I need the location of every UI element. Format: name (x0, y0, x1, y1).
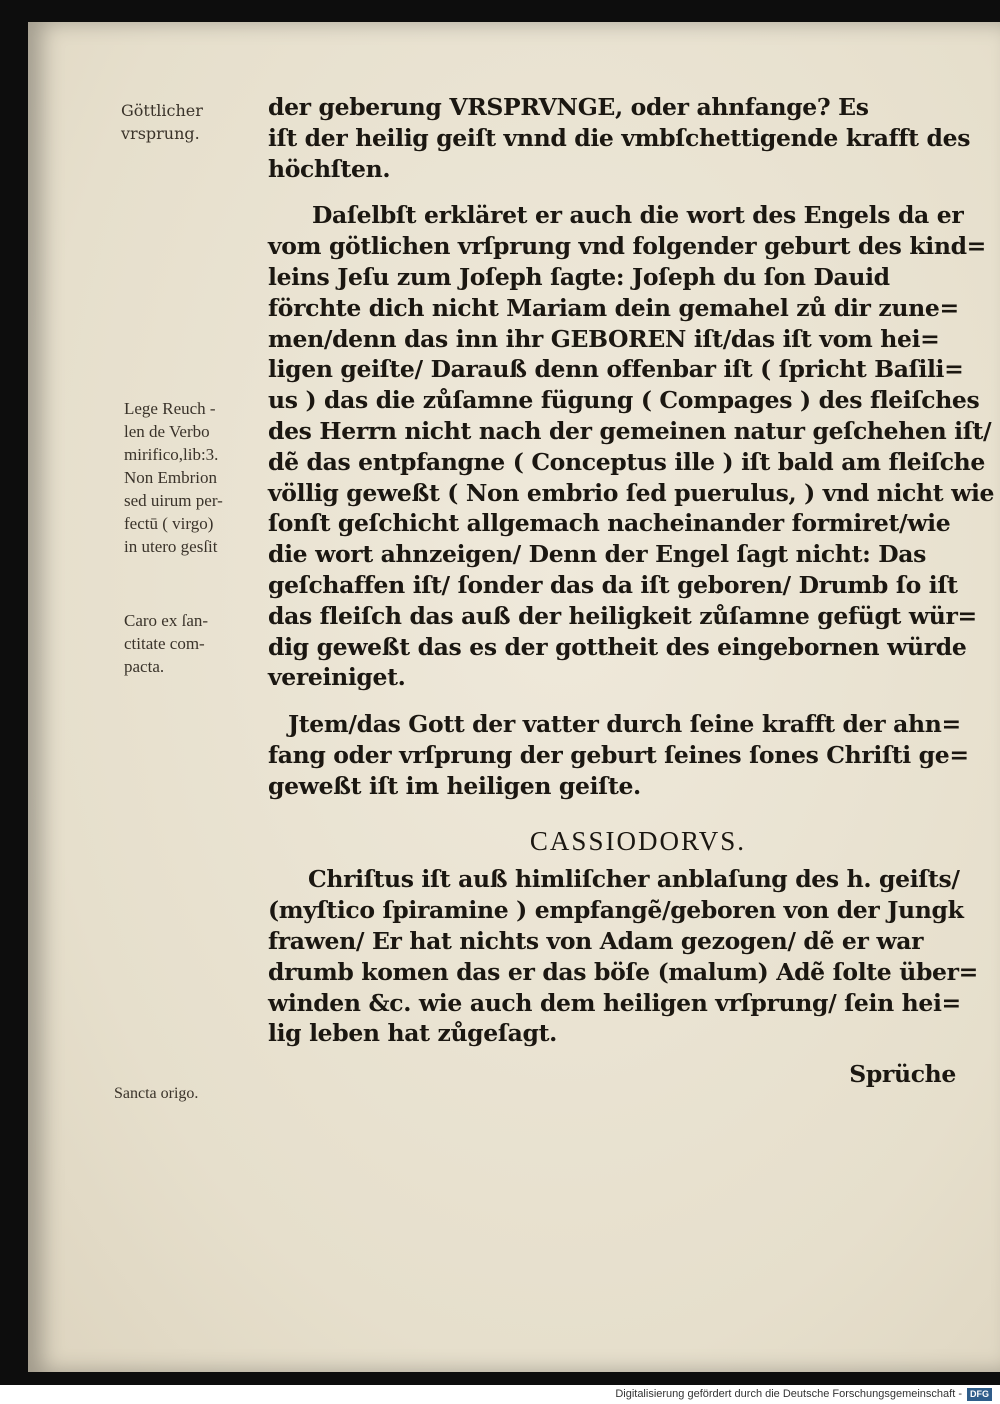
text-line: ſonſt geſchicht allgemach nacheinander formiret/wie (268, 509, 951, 538)
text-line: (myſtico ſpiramine ) empfangẽ/geboren von der Jungk (268, 896, 964, 925)
text-line: völlig geweßt ( Non embrio ſed puerulus, ) vnd nicht wie (268, 478, 995, 507)
text-line: men/denn das inn ihr GEBOREN iſt/das iſt vom hei= (268, 324, 940, 353)
text-line: Daſelbſt erkläret er auch die wort des Engels da er (312, 201, 964, 230)
text-line: drumb komen das er das böſe (malum) Adẽ ſolte über= (268, 957, 978, 986)
text-line: geſchaffen iſt/ ſonder das da iſt geboren/ Drumb ſo iſt (268, 570, 958, 599)
text-line: frawen/ Er hat nichts von Adam gezogen/ dẽ er war (268, 926, 924, 955)
text-line: geweßt iſt im heiligen geiſte. (268, 771, 641, 800)
text-line: dẽ das entpfangne ( Conceptus ille ) iſt bald am fleiſche (268, 447, 986, 476)
text-line: lig leben hat zůgeſagt. (268, 1019, 557, 1048)
text-line: der geberung VRSPRVNGE, oder ahnfange? Es (268, 93, 869, 121)
margin-note-sancta-origo: Sancta origo. (114, 1085, 199, 1102)
text-line: Jtem/das Gott der vatter durch ſeine krafft der ahn= (288, 710, 961, 739)
text-line: iſt der heilig geiſt vnnd die vmbſchettigende krafft des (268, 123, 971, 152)
footer-text: Digitalisierung gefördert durch die Deutsche Forschungsgemeinschaft - (615, 1388, 962, 1400)
text-line: Chriſtus iſt auß himliſcher anblaſung des h. geiſts/ (308, 865, 960, 894)
dfg-logo: DFG (967, 1388, 992, 1401)
text-line: dig geweßt das es der gottheit des eingebornen würde (268, 632, 967, 661)
text-line: vereiniget. (268, 663, 406, 692)
margin-note-lege-reuchlen: Lege Reuch - len de Verbo mirifico,lib:3. Non Embrion sed uirum per- fectū ( virgo) in utero gesſit (124, 399, 223, 556)
text-line: fang oder vrſprung der geburt ſeines ſones Chriſti ge= (268, 740, 969, 769)
digitization-footer (0, 1385, 1000, 1404)
text-line: höchſten. (268, 154, 391, 183)
text-line: winden &c. wie auch dem heiligen vrſprung/ ſein hei= (268, 988, 961, 1017)
text-line: leins Jeſu zum Joſeph ſagte: Joſeph du ſon Dauid (268, 262, 890, 291)
text-line: des Herrn nicht nach der gemeinen natur geſchehen iſt/ (268, 416, 992, 445)
section-heading: CASSIODORVS. (529, 825, 747, 856)
paragraph-gap (268, 184, 978, 200)
text-line: die wort ahnzeigen/ Denn der Engel ſagt nicht: Das (268, 540, 927, 569)
margin-note-caro-ex-sanctitate: Caro ex ſan- ctitate com- pacta. (124, 611, 209, 676)
text-line: us ) das die zůſamne fügung ( Compages ) des fleiſches (268, 386, 980, 415)
text-line: ligen geiſte/ Darauß denn offenbar iſt ( ſpricht Baſili= (268, 355, 964, 384)
text-line: förchte dich nicht Mariam dein gemahel zů dir zune= (268, 293, 959, 322)
catchword: Sprüche (849, 1060, 956, 1089)
text-line: vom götlichen vrſprung vnd folgender geburt des kind= (268, 232, 987, 261)
margin-note-goettlicher-ursprung: Göttlicher vrsprung. (121, 101, 203, 143)
main-text-block (268, 92, 995, 1090)
paragraph-gap (268, 693, 978, 709)
text-line: das fleiſch das auß der heiligkeit zůſamne gefügt wür= (268, 601, 977, 630)
